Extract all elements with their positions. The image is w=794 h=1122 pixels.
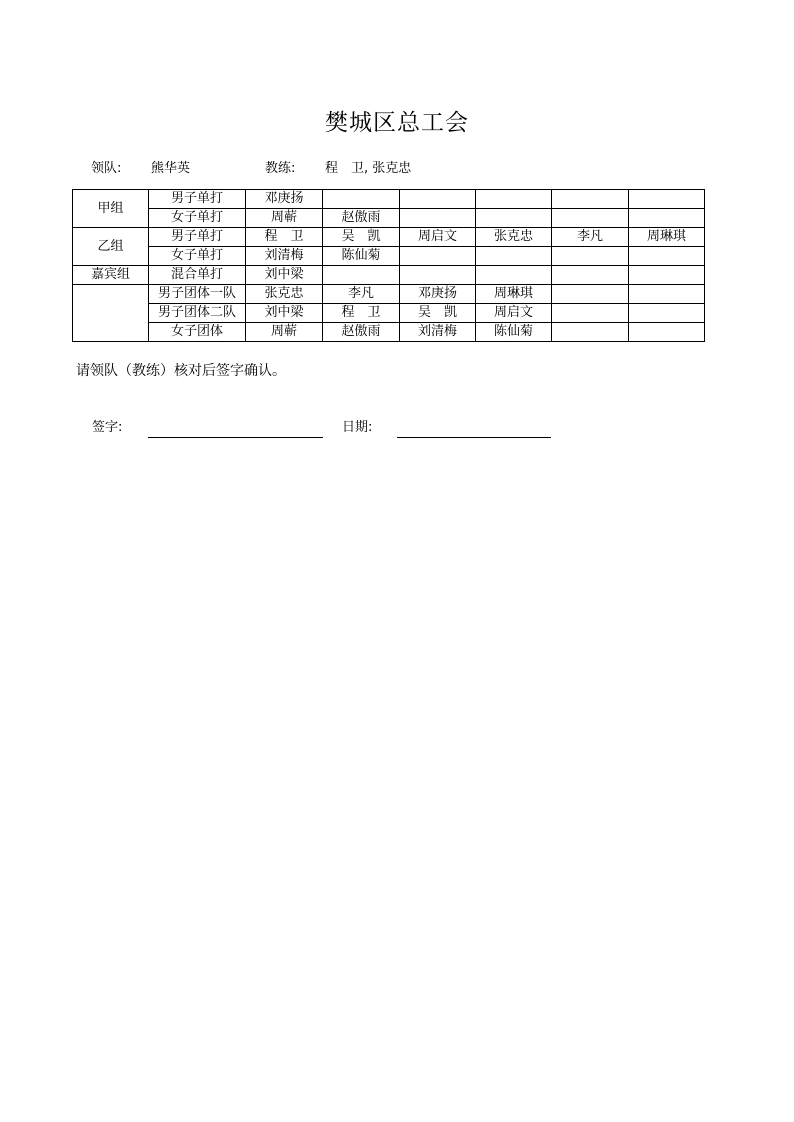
sign-label: 签字: (92, 420, 123, 435)
leader-name: 熊华英 (151, 161, 191, 176)
player-cell (552, 209, 629, 228)
roster-table (72, 189, 705, 342)
confirmation-note: 请领队（教练）核对后签字确认。 (76, 363, 286, 379)
player-cell: 陈仙菊 (323, 247, 400, 266)
player-cell: 刘清梅 (400, 323, 476, 342)
event-cell: 混合单打 (149, 266, 246, 285)
player-cell (552, 304, 629, 323)
player-cell (552, 247, 629, 266)
table-row (73, 247, 705, 266)
player-cell: 周启文 (476, 304, 552, 323)
table-row (73, 323, 705, 342)
sign-line[interactable] (148, 437, 323, 438)
player-cell: 张克忠 (476, 228, 552, 247)
player-cell (400, 209, 476, 228)
table-row (73, 190, 705, 209)
table-row (73, 266, 705, 285)
player-cell: 周蕲 (246, 323, 323, 342)
player-cell: 张克忠 (246, 285, 323, 304)
group-cell: 嘉宾组 (73, 266, 149, 285)
event-cell: 女子团体 (149, 323, 246, 342)
event-cell: 男子单打 (149, 228, 246, 247)
event-cell: 男子团体一队 (149, 285, 246, 304)
player-cell (552, 285, 629, 304)
player-cell (323, 266, 400, 285)
group-cell: 甲组 (73, 190, 149, 228)
player-cell: 李凡 (552, 228, 629, 247)
player-cell (552, 190, 629, 209)
player-cell: 邓庚扬 (400, 285, 476, 304)
table-row (73, 228, 705, 247)
player-cell: 周蕲 (246, 209, 323, 228)
table-row (73, 209, 705, 228)
player-cell (323, 190, 400, 209)
event-cell: 男子团体二队 (149, 304, 246, 323)
player-cell: 周启文 (400, 228, 476, 247)
date-line[interactable] (397, 437, 551, 438)
coach-names: 程 卫, 张克忠 (325, 161, 412, 176)
event-cell: 女子单打 (149, 209, 246, 228)
player-cell: 刘中梁 (246, 304, 323, 323)
player-cell (629, 209, 705, 228)
player-cell: 陈仙菊 (476, 323, 552, 342)
player-cell (629, 190, 705, 209)
player-cell: 刘中梁 (246, 266, 323, 285)
player-cell (476, 247, 552, 266)
player-cell (629, 266, 705, 285)
player-cell (629, 247, 705, 266)
player-cell (629, 304, 705, 323)
player-cell: 程 卫 (246, 228, 323, 247)
table-row (73, 304, 705, 323)
player-cell: 刘清梅 (246, 247, 323, 266)
player-cell (629, 285, 705, 304)
event-cell: 女子单打 (149, 247, 246, 266)
leader-label: 领队: (91, 161, 122, 176)
player-cell: 周琳琪 (629, 228, 705, 247)
group-cell (73, 285, 149, 342)
player-cell: 邓庚扬 (246, 190, 323, 209)
player-cell: 周琳琪 (476, 285, 552, 304)
player-cell (400, 247, 476, 266)
coach-label: 教练: (265, 161, 296, 176)
document-title: 樊城区总工会 (325, 110, 469, 136)
player-cell (552, 323, 629, 342)
player-cell (476, 266, 552, 285)
player-cell: 李凡 (323, 285, 400, 304)
player-cell (476, 209, 552, 228)
player-cell (476, 190, 552, 209)
player-cell: 吴 凯 (323, 228, 400, 247)
player-cell (552, 266, 629, 285)
player-cell (400, 190, 476, 209)
player-cell: 赵傲雨 (323, 209, 400, 228)
player-cell: 赵傲雨 (323, 323, 400, 342)
player-cell (400, 266, 476, 285)
player-cell: 吴 凯 (400, 304, 476, 323)
table-row (73, 285, 705, 304)
player-cell (629, 323, 705, 342)
event-cell: 男子单打 (149, 190, 246, 209)
player-cell: 程 卫 (323, 304, 400, 323)
date-label: 日期: (342, 420, 373, 435)
group-cell: 乙组 (73, 228, 149, 266)
